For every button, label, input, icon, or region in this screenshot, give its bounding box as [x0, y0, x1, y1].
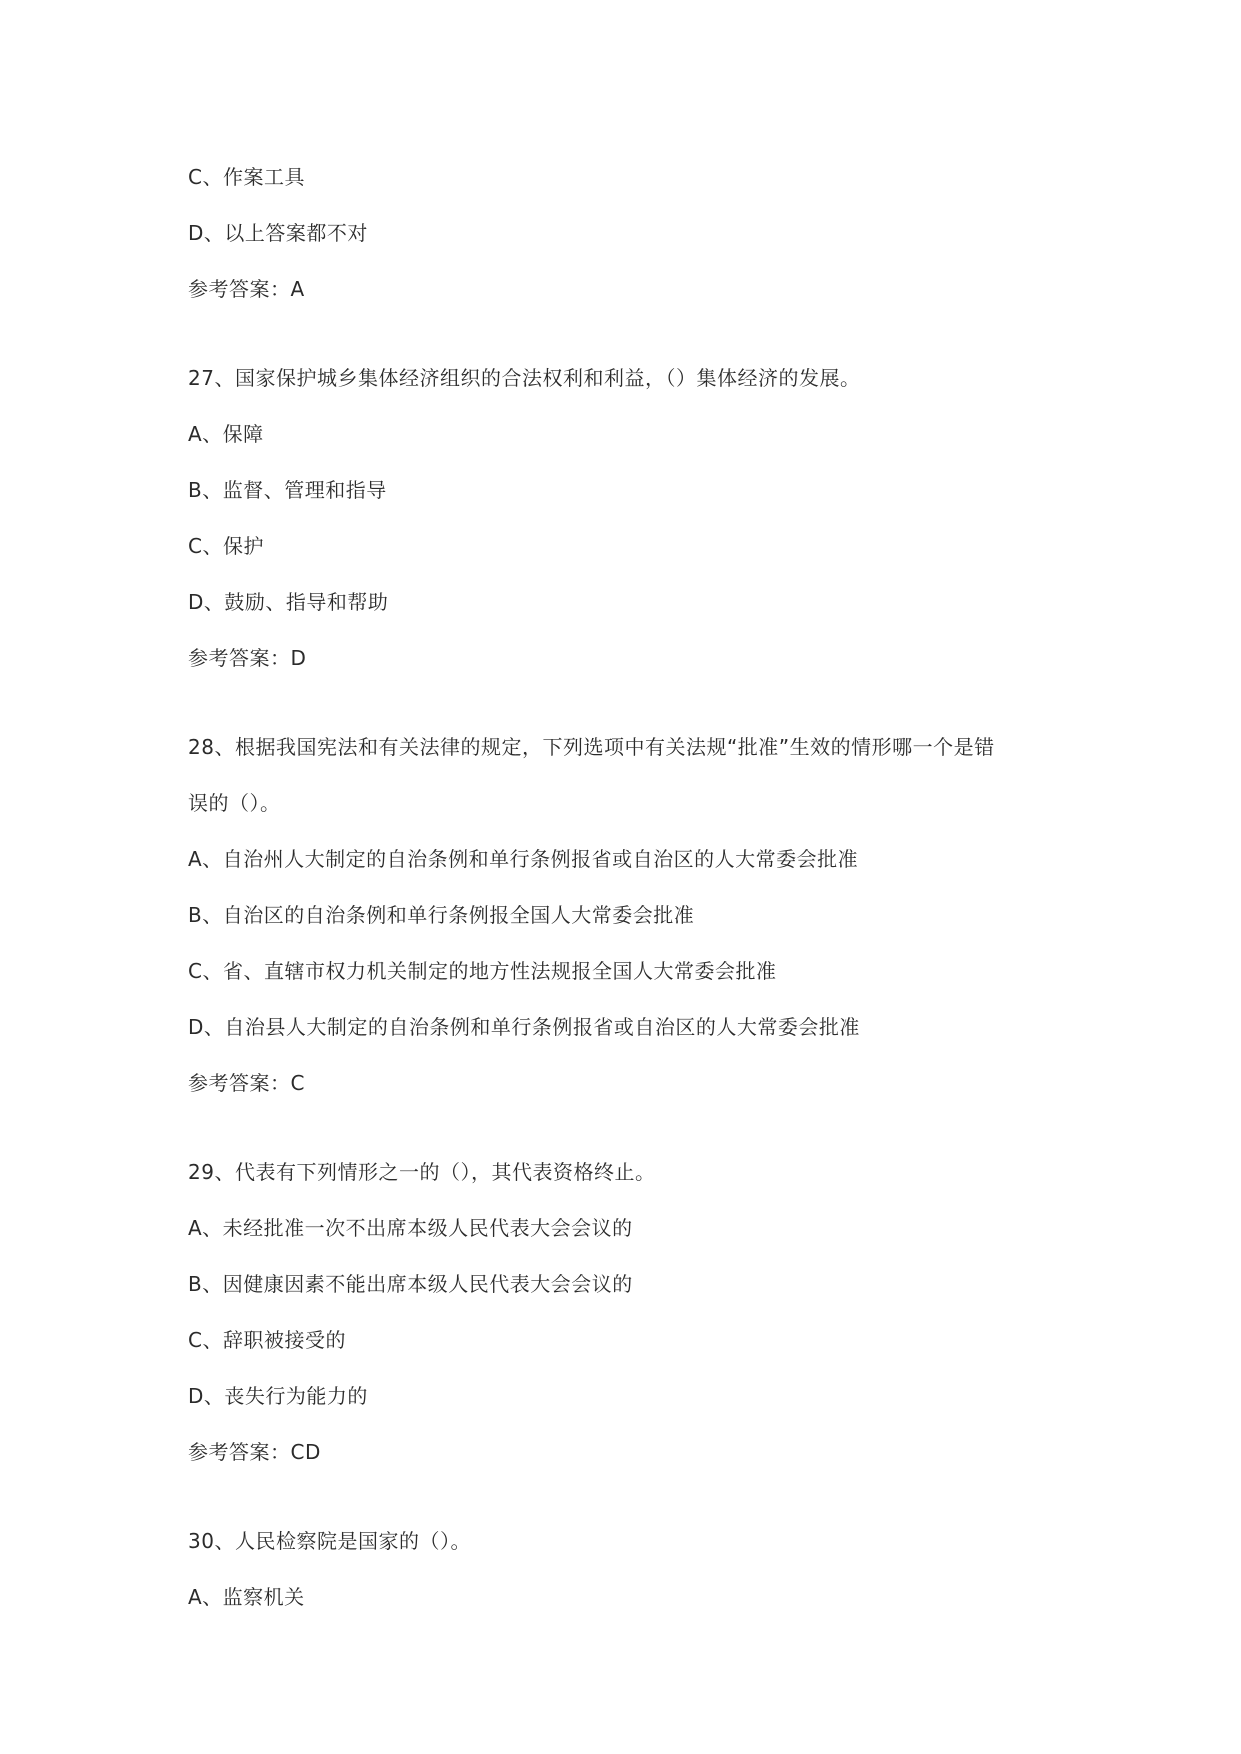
- q30-option-a: A、监察机关: [188, 1585, 305, 1609]
- q28-answer: 参考答案：C: [188, 1071, 305, 1095]
- q30-stem: 30、人民检察院是国家的（）。: [188, 1529, 471, 1553]
- q26-option-c: C、作案工具: [188, 165, 305, 189]
- q28-stem-line-1: 28、根据我国宪法和有关法律的规定，下列选项中有关法规“批准”生效的情形哪一个是错: [188, 735, 995, 759]
- q26-option-d: D、以上答案都不对: [188, 221, 368, 245]
- q29-stem: 29、代表有下列情形之一的（），其代表资格终止。: [188, 1160, 656, 1184]
- q28-option-a: A、自治州人大制定的自治条例和单行条例报省或自治区的人大常委会批准: [188, 847, 859, 871]
- q29-option-d: D、丧失行为能力的: [188, 1384, 368, 1408]
- q28-option-d: D、自治县人大制定的自治条例和单行条例报省或自治区的人大常委会批准: [188, 1015, 860, 1039]
- q29-option-c: C、辞职被接受的: [188, 1328, 346, 1352]
- q28-option-b: B、自治区的自治条例和单行条例报全国人大常委会批准: [188, 903, 695, 927]
- q29-option-b: B、因健康因素不能出席本级人民代表大会会议的: [188, 1272, 633, 1296]
- q27-option-c: C、保护: [188, 534, 264, 558]
- q27-option-b: B、监督、管理和指导: [188, 478, 387, 502]
- q27-option-d: D、鼓励、指导和帮助: [188, 590, 389, 614]
- q29-option-a: A、未经批准一次不出席本级人民代表大会会议的: [188, 1216, 633, 1240]
- q27-option-a: A、保障: [188, 422, 264, 446]
- q27-stem: 27、国家保护城乡集体经济组织的合法权利和利益，（）集体经济的发展。: [188, 366, 861, 390]
- q26-answer: 参考答案：A: [188, 277, 305, 301]
- q28-option-c: C、省、直辖市权力机关制定的地方性法规报全国人大常委会批准: [188, 959, 777, 983]
- q28-stem-line-2: 误的（）。: [188, 791, 281, 815]
- q29-answer: 参考答案：CD: [188, 1440, 321, 1464]
- q27-answer: 参考答案：D: [188, 646, 307, 670]
